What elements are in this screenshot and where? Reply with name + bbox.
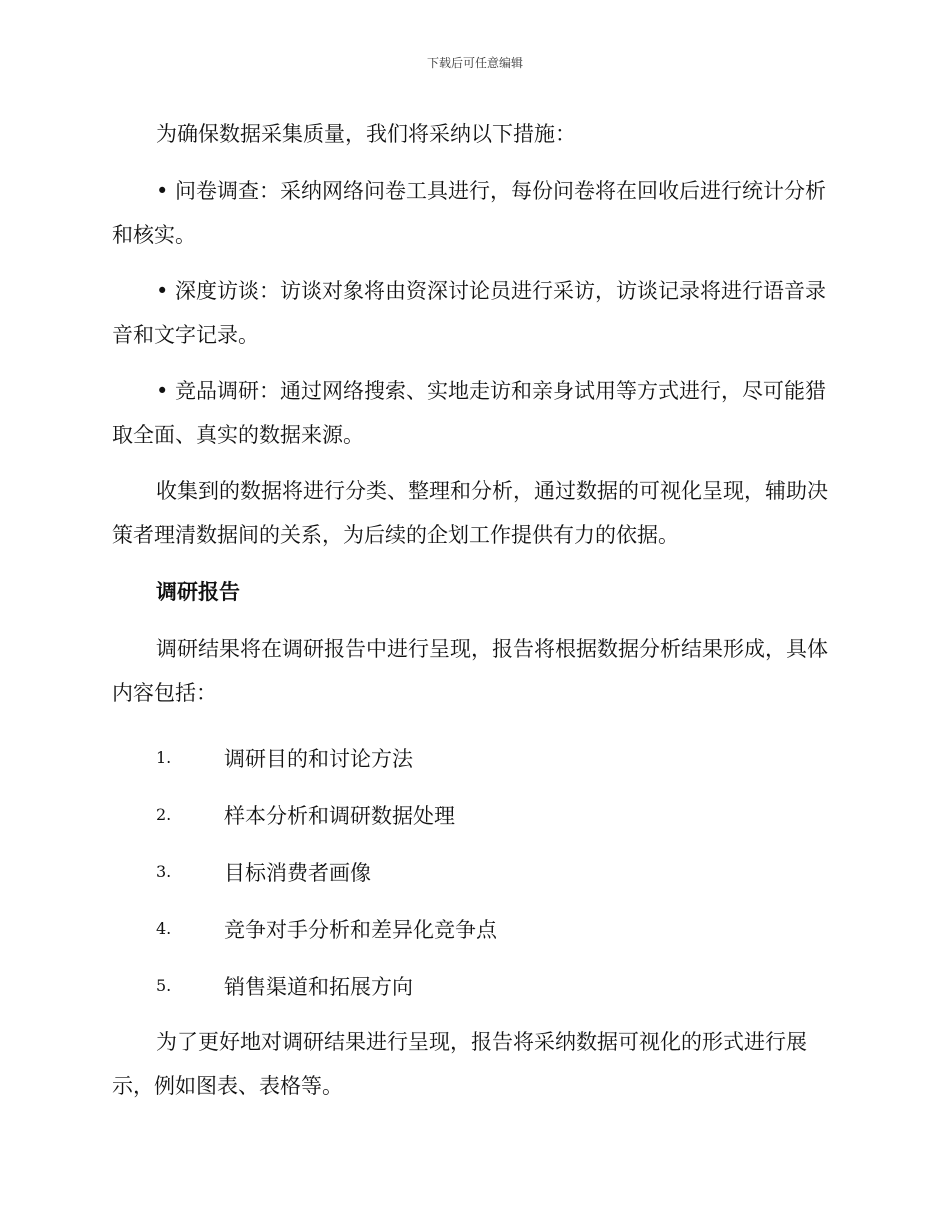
- section-heading: 调研报告: [156, 580, 240, 604]
- list-item-text: 调研目的和讨论方法: [224, 746, 413, 771]
- list-item: [112, 900, 828, 957]
- measure-interview: • 深度访谈：访谈对象将由资深讨论员进行采访，访谈记录将进行语音录音和文字记录。: [112, 279, 827, 347]
- section-intro-paragraph: 调研结果将在调研报告中进行呈现，报告将根据数据分析结果形成，具体内容包括：: [112, 637, 828, 705]
- document-body: [112, 112, 828, 1108]
- list-item: [112, 957, 828, 1014]
- list-item-text: 竞争对手分析和差异化竞争点: [224, 917, 497, 942]
- list-item-number: 3.: [156, 862, 172, 881]
- list-item-text: 样本分析和调研数据处理: [224, 803, 455, 828]
- closing-paragraph: 为了更好地对调研结果进行呈现，报告将采纳数据可视化的形式进行展示，例如图表、表格等。: [112, 1030, 807, 1098]
- list-item: [112, 786, 828, 843]
- list-item-text: 目标消费者画像: [224, 860, 371, 885]
- conclusion-paragraph: 收集到的数据将进行分类、整理和分析，通过数据的可视化呈现，辅助决策者理清数据间的关系，为后续的企划工作提供有力的依据。: [112, 479, 828, 547]
- report-contents-list: [112, 729, 828, 1014]
- measure-questionnaire: • 问卷调查：采纳网络问卷工具进行，每份问卷将在回收后进行统计分析和核实。: [112, 179, 827, 247]
- list-item-number: 5.: [156, 976, 172, 995]
- measure-competitor-research: • 竞品调研：通过网络搜索、实地走访和亲身试用等方式进行，尽可能猎取全面、真实的数据来源。: [112, 379, 827, 447]
- list-item-number: 2.: [156, 805, 172, 824]
- intro-paragraph: 为确保数据采集质量，我们将采纳以下措施：: [156, 122, 576, 146]
- list-item-number: 4.: [156, 919, 172, 938]
- page-header: 下载后可任意编辑: [426, 56, 523, 70]
- list-item-number: 1.: [156, 748, 172, 767]
- list-item: [112, 843, 828, 900]
- list-item: [112, 729, 828, 786]
- list-item-text: 销售渠道和拓展方向: [224, 974, 413, 999]
